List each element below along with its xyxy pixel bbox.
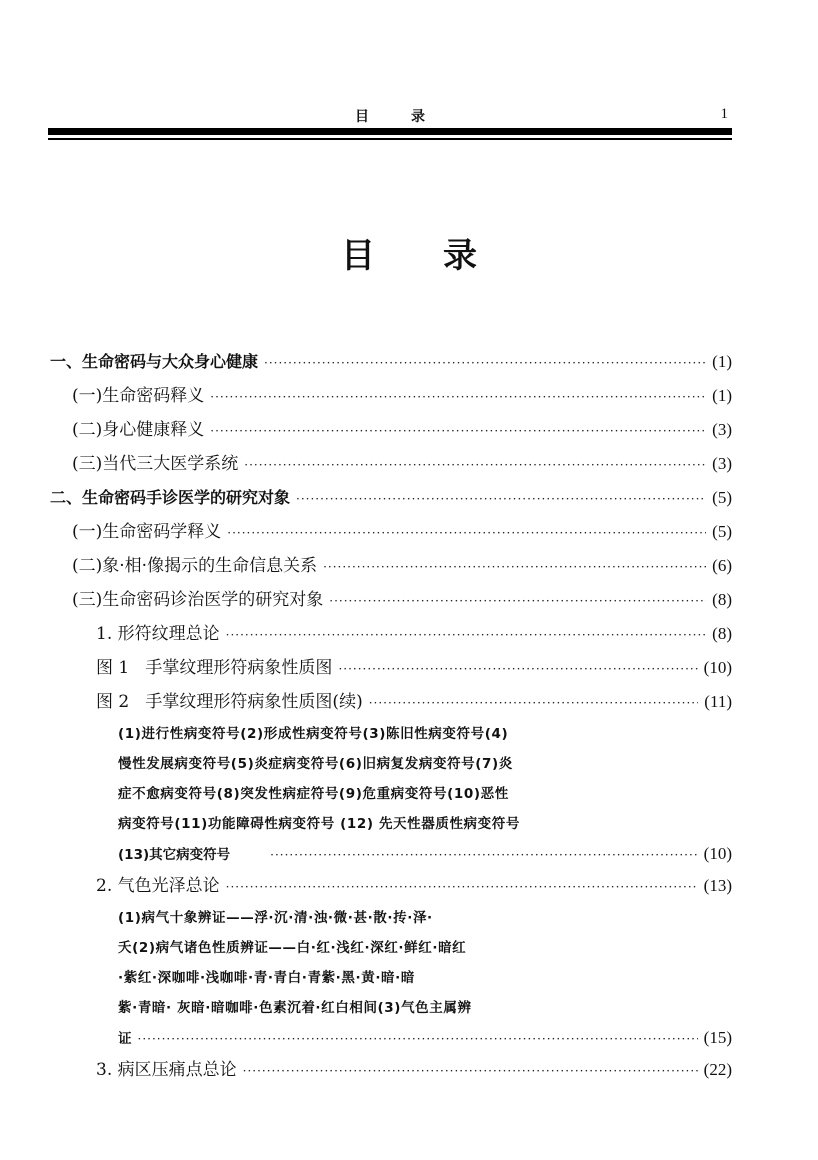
toc-entry[interactable] bbox=[50, 549, 732, 583]
dot-leader bbox=[227, 516, 706, 550]
dot-leader bbox=[264, 346, 706, 380]
toc-label: (三)生命密码诊治医学的研究对象 bbox=[72, 590, 324, 610]
dot-leader bbox=[138, 1024, 698, 1054]
toc-label: 图 2 手掌纹理形符病象性质图(续) bbox=[96, 692, 363, 712]
dot-leader bbox=[226, 870, 698, 904]
toc-label: (一)生命密码学释义 bbox=[72, 522, 222, 542]
toc-entry[interactable] bbox=[50, 515, 732, 549]
toc-entry[interactable] bbox=[50, 447, 732, 481]
dot-leader bbox=[243, 1054, 698, 1088]
dot-leader bbox=[296, 482, 706, 516]
toc-label: 一、生命密码与大众身心健康 bbox=[50, 352, 259, 371]
toc-label: 3. 病区压痛点总论 bbox=[96, 1060, 237, 1080]
toc-page: (15) bbox=[703, 1028, 732, 1047]
toc-entry[interactable] bbox=[50, 481, 732, 515]
toc-entry[interactable] bbox=[50, 839, 732, 869]
paragraph-line: 慢性发展病变符号(5)炎症病变符号(6)旧病复发病变符号(7)炎 bbox=[118, 756, 513, 772]
symbol-list-paragraph bbox=[50, 719, 732, 839]
toc-page: (22) bbox=[703, 1060, 732, 1079]
toc-label: 2. 气色光泽总论 bbox=[96, 876, 220, 896]
toc-page: (6) bbox=[712, 556, 732, 575]
toc-label: (三)当代三大医学系统 bbox=[72, 454, 239, 474]
page-title-char-1: 目 bbox=[341, 236, 375, 276]
paragraph-line: 紫·青暗· 灰暗·暗咖啡·色素沉着·红白相间(3)气色主属辨 bbox=[118, 1000, 472, 1016]
toc-entry[interactable] bbox=[50, 379, 732, 413]
toc-page: (1) bbox=[712, 352, 732, 371]
toc-page: (10) bbox=[703, 844, 732, 863]
dot-leader bbox=[210, 380, 706, 414]
toc-page: (11) bbox=[704, 692, 732, 711]
header-rule-thick bbox=[48, 128, 732, 135]
toc-page: (3) bbox=[712, 420, 732, 439]
toc-page: (10) bbox=[703, 658, 732, 677]
dot-leader bbox=[338, 652, 697, 686]
toc-entry[interactable] bbox=[50, 345, 732, 379]
toc-label: (二)身心健康释义 bbox=[72, 420, 205, 440]
dot-leader bbox=[323, 550, 706, 584]
toc-label: (二)象·相·像揭示的生命信息关系 bbox=[72, 556, 318, 576]
running-head-page-number: 1 bbox=[720, 106, 728, 122]
paragraph-line: 夭(2)病气诸色性质辨证——白·红·浅红·深红·鲜红·暗红 bbox=[118, 940, 467, 956]
toc-entry[interactable] bbox=[50, 583, 732, 617]
page-title-char-2: 录 bbox=[443, 236, 477, 276]
dot-leader bbox=[244, 448, 706, 482]
toc-page: (3) bbox=[712, 454, 732, 473]
header-rule-thin bbox=[48, 138, 732, 140]
paragraph-line: (1)病气十象辨证——浮·沉·清·浊·微·甚·散·抟·泽· bbox=[118, 910, 433, 926]
toc-page: (1) bbox=[712, 386, 732, 405]
toc-label: (13)其它病变符号 bbox=[118, 847, 231, 863]
running-head-title: 目录 bbox=[355, 109, 467, 125]
running-head bbox=[48, 100, 732, 130]
toc-entry[interactable] bbox=[50, 413, 732, 447]
dot-leader bbox=[226, 618, 707, 652]
toc-page: (13) bbox=[703, 876, 732, 895]
toc-entry[interactable] bbox=[50, 869, 732, 903]
toc-page: (5) bbox=[712, 522, 732, 541]
toc-entry[interactable] bbox=[50, 617, 732, 651]
toc-page: (8) bbox=[712, 590, 732, 609]
paragraph-line: ·紫红·深咖啡·浅咖啡·青·青白·青紫·黑·黄·暗·暗 bbox=[118, 970, 415, 986]
dot-leader bbox=[210, 414, 706, 448]
paragraph-line: (1)进行性病变符号(2)形成性病变符号(3)陈旧性病变符号(4) bbox=[118, 726, 509, 742]
toc-label: 图 1 手掌纹理形符病象性质图 bbox=[96, 658, 333, 678]
dot-leader bbox=[329, 584, 706, 618]
toc-entry[interactable] bbox=[50, 651, 732, 685]
toc-label: (一)生命密码释义 bbox=[72, 386, 205, 406]
dot-leader bbox=[270, 840, 698, 870]
page-title bbox=[0, 228, 818, 277]
toc-page: (8) bbox=[712, 624, 732, 643]
toc-label: 1. 形符纹理总论 bbox=[96, 624, 220, 644]
paragraph-line: 症不愈病变符号(8)突发性病症符号(9)危重病变符号(10)恶性 bbox=[118, 786, 509, 802]
toc-entry[interactable] bbox=[50, 1053, 732, 1087]
table-of-contents bbox=[50, 345, 732, 1087]
toc-page: (5) bbox=[712, 488, 732, 507]
toc-entry[interactable] bbox=[50, 1023, 732, 1053]
qise-paragraph bbox=[50, 903, 732, 1023]
paragraph-line: 病变符号(11)功能障碍性病变符号 (12) 先天性器质性病变符号 bbox=[118, 816, 520, 832]
toc-label: 证 bbox=[118, 1031, 132, 1047]
toc-entry[interactable] bbox=[50, 685, 732, 719]
toc-label: 二、生命密码手诊医学的研究对象 bbox=[50, 488, 291, 507]
dot-leader bbox=[369, 686, 699, 720]
